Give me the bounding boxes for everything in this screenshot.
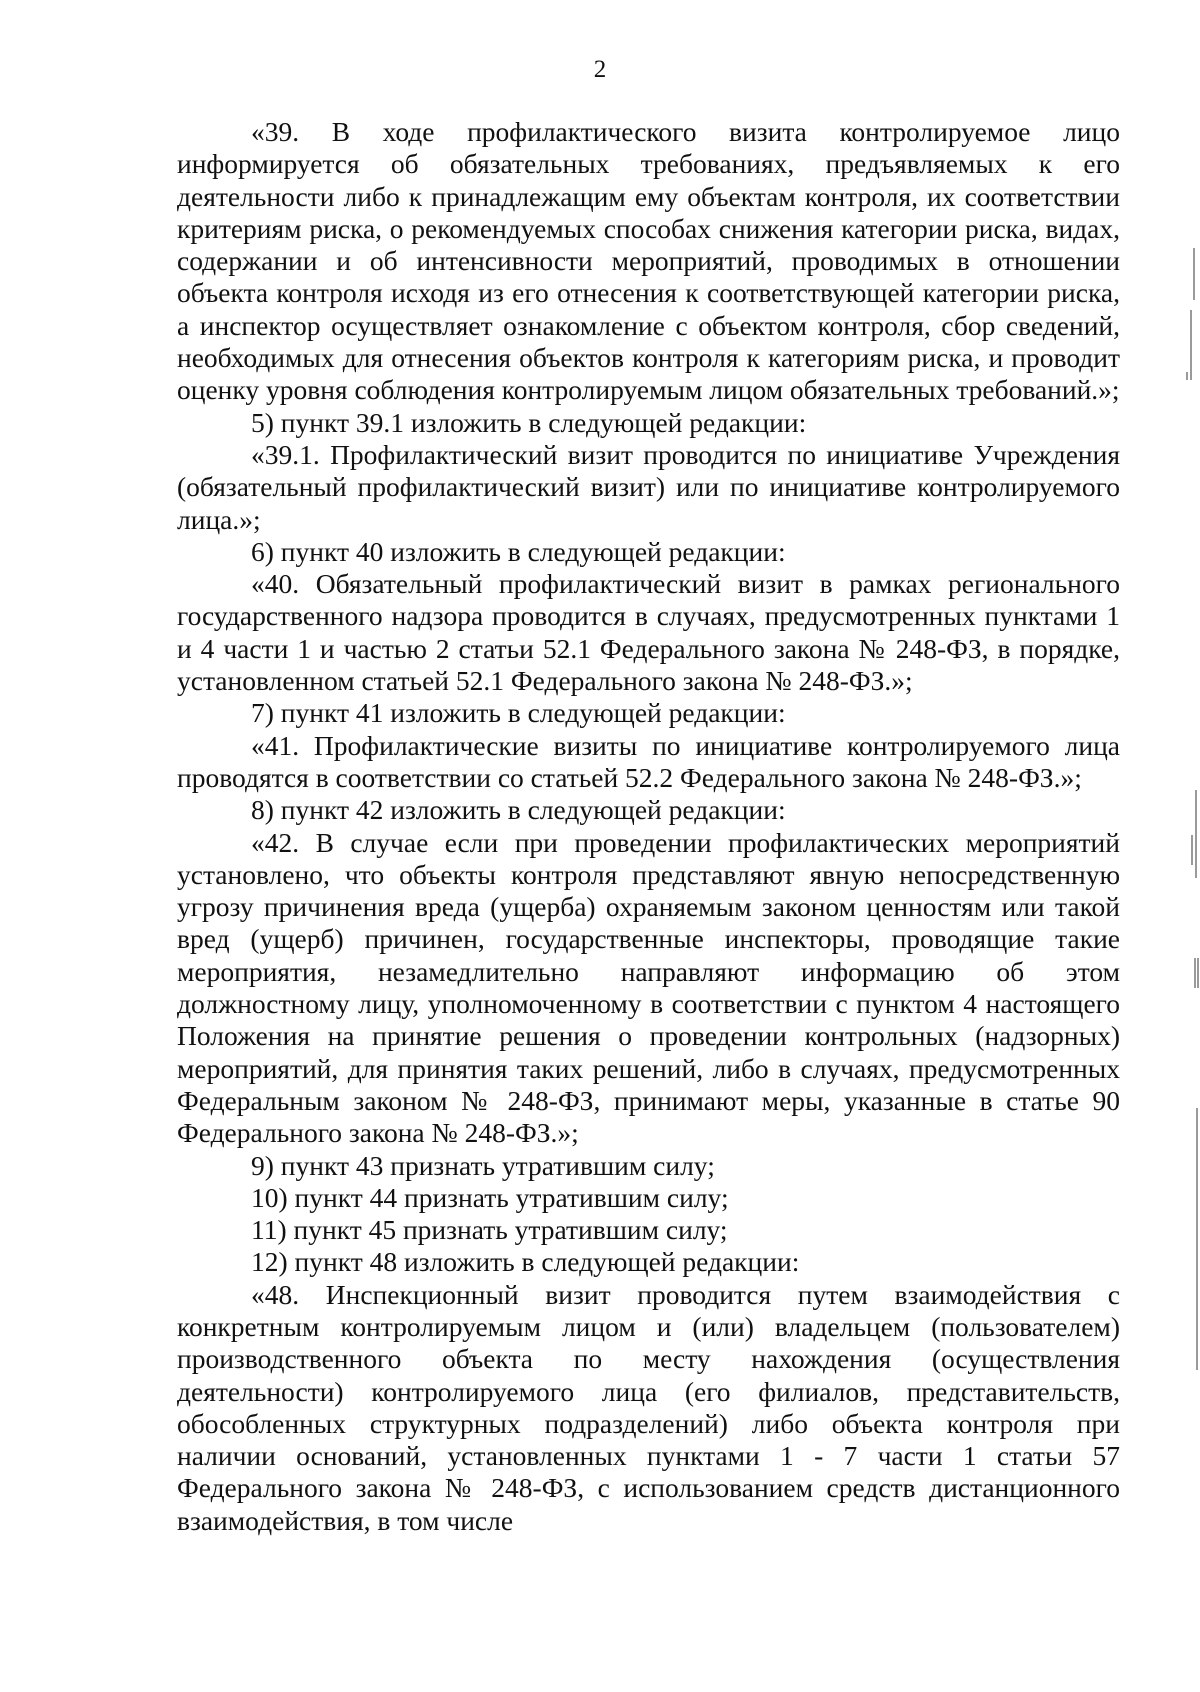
paragraph-42: «42. В случае если при проведении профилактических мероприятий установлено, что объекты контроля представляют явную непосредственную угрозу причинения вреда (ущерба) охраняемым законом ценностям или такой вред (ущерб) причинен, государственные инспекторы, проводящие такие мероприятия, незамедлительно направляют информацию об этом должностному лицу, уполномоченному в соответствии с пунктом 4 настоящего Положения на принятие решения о проведении контрольных (надзорных) мероприятий, для принятия таких решений, либо в случаях, предусмотренных Федеральным законом № 248-ФЗ, принимают меры, указанные в статье 90 Федерального закона № 248-ФЗ.»; [177,826,1120,1149]
scan-artifact [1194,958,1196,988]
scan-artifact [1191,835,1193,865]
scan-artifact [1197,958,1199,988]
page-number: 2 [593,56,607,83]
paragraph-48: «48. Инспекционный визит проводится путем взаимодействия с конкретным контролируемым лицом и (или) владельцем (пользователем) производственного объекта по месту нахождения (осуществления деятельности) контролируемого лица (его филиалов, представительств, обособленных структурных подразделений) либо объекта контроля при наличии оснований, установленных пунктами 1 - 7 части 1 статьи 57 Федерального закона № 248-ФЗ, с использованием средств дистанционного взаимодействия, в том числе [177,1278,1120,1536]
item-10: 10) пункт 44 признать утратившим силу; [251,1181,729,1213]
paragraph-41: «41. Профилактические визиты по инициативе контролируемого лица проводятся в соответствии со статьей 52.2 Федерального закона № 248-ФЗ.»; [177,729,1120,793]
paragraph-40: «40. Обязательный профилактический визит в рамках регионального государственного надзора проводится в случаях, предусмотренных пунктами 1 и 4 части 1 и частью 2 статьи 52.1 Федерального закона № 248-ФЗ, в порядке, установленном статьей 52.1 Федерального закона № 248-ФЗ.»; [177,568,1120,697]
item-9: 9) пункт 43 признать утратившим силу; [251,1149,715,1181]
scan-artifact [1195,790,1197,878]
item-12: 12) пункт 48 изложить в следующей редакции: [251,1246,800,1278]
scan-artifact [1186,372,1188,380]
item-6: 6) пункт 40 изложить в следующей редакции: [251,535,786,567]
item-8: 8) пункт 42 изложить в следующей редакции: [251,794,786,826]
item-7: 7) пункт 41 изложить в следующей редакции: [251,697,786,729]
document-body [177,116,1120,1537]
paragraph-39: «39. В ходе профилактического визита контролируемое лицо информируется об обязательных требованиях, предъявляемых к его деятельности либо к принадлежащим ему объектам контроля, их соответствии критериям риска, о рекомендуемых способах снижения категории риска, видах, содержании и об интенсивности мероприятий, проводимых в отношении объекта контроля исходя из его отнесения к соответствующей категории риска, а инспектор осуществляет ознакомление с объектом контроля, сбор сведений, необходимых для отнесения объектов контроля к категориям риска, и проводит оценку уровня соблюдения контролируемым лицом обязательных требований.»; [177,116,1120,406]
item-11: 11) пункт 45 признать утратившим силу; [251,1214,728,1246]
scan-artifact [1196,1108,1198,1370]
paragraph-39-1: «39.1. Профилактический визит проводится по инициативе Учреждения (обязательный профилактический визит) или по инициативе контролируемого лица.»; [177,438,1120,535]
item-5: 5) пункт 39.1 изложить в следующей редакции: [251,406,807,438]
scan-artifact [1190,310,1192,380]
scan-artifact [1193,248,1195,300]
